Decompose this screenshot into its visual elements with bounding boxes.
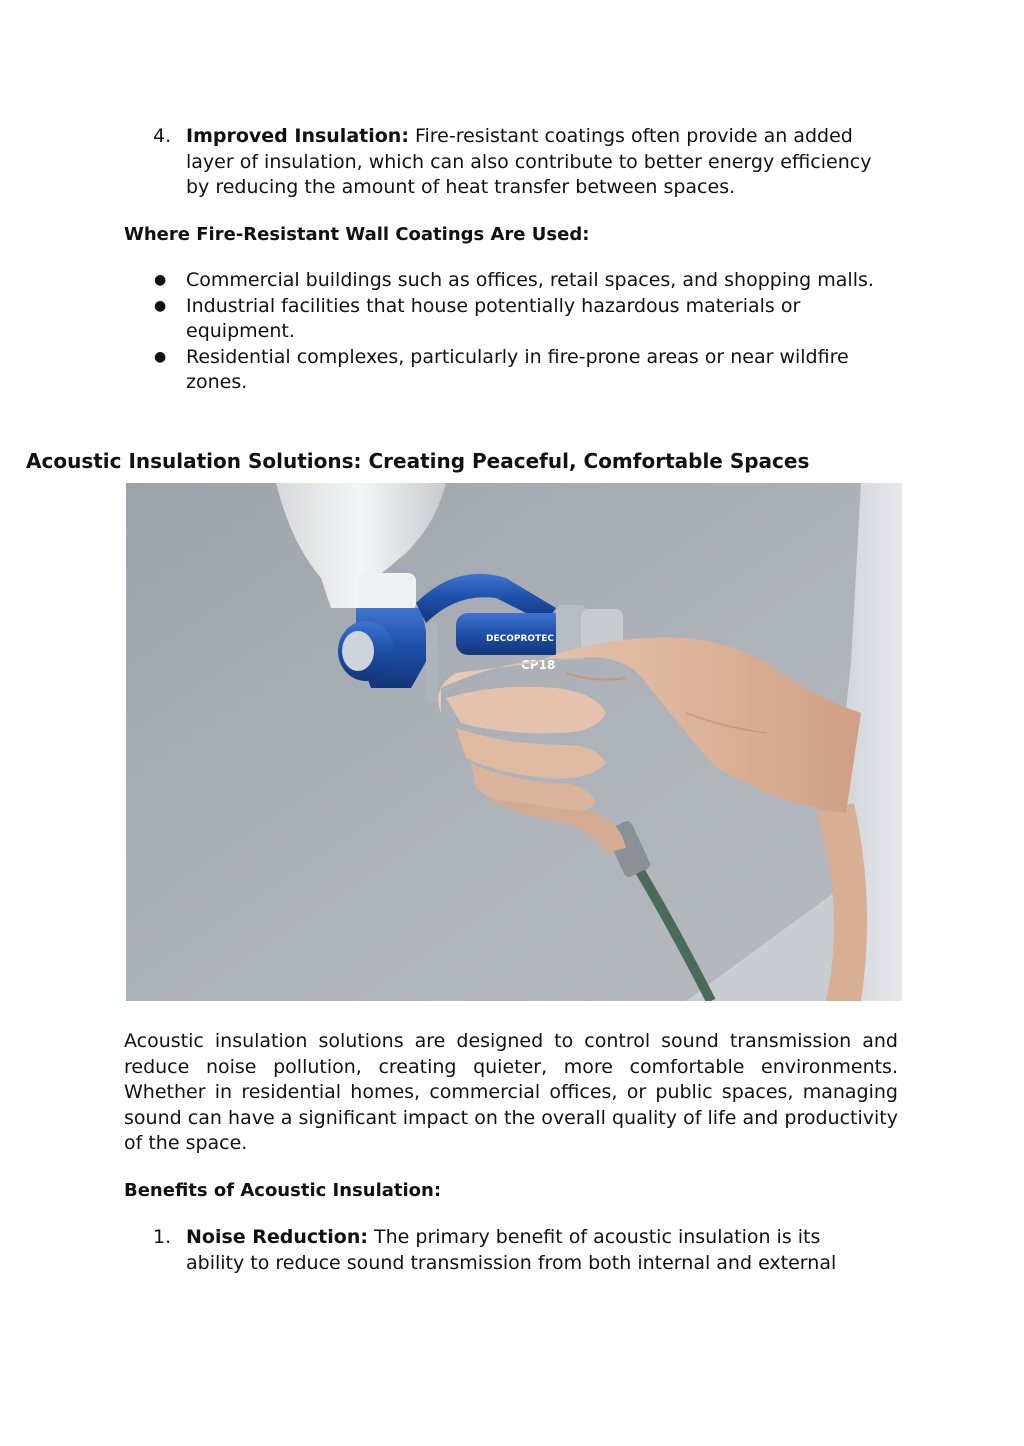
list-item-term: Improved Insulation: [186, 125, 409, 147]
list-item: ● Industrial facilities that house potentially hazardous materials or equipment. [154, 294, 801, 342]
where-used-list [124, 268, 894, 396]
list-item-term: Noise Reduction: [186, 1226, 368, 1248]
list-item-text: Residential complexes, particularly in fire-prone areas or near wildfire zones. [186, 345, 849, 393]
acoustic-intro-paragraph: Acoustic insulation solutions are designed to control sound transmission and reduce noise pollution, creating quieter, more comfortable environments. Whether in residential homes, commercial offices, or public spaces, managing sound can have a significant impact on the overall quality of life and productivity of the space. [124, 1030, 898, 1154]
list-item: ● Residential complexes, particularly in fire-prone areas or near wildfire zones. [154, 345, 849, 393]
list-item-text: Commercial buildings such as offices, retail spaces, and shopping malls. [186, 269, 874, 291]
list-item: ● Commercial buildings such as offices, retail spaces, and shopping malls. [154, 269, 874, 291]
list-item [124, 124, 884, 201]
fire-benefits-list-continued [124, 124, 884, 201]
list-item-text: The primary benefit of acoustic insulation is its ability to reduce sound transmission from both internal and external [186, 1226, 837, 1274]
list-item-text: Fire-resistant coatings often provide an added layer of insulation, which can also contribute to better energy efficiency by reducing the amount of heat transfer between spaces. [186, 125, 872, 198]
acoustic-benefits-list [124, 1225, 884, 1276]
gun-model-label: CP18 [521, 658, 556, 672]
list-number: 4. [153, 125, 172, 147]
gun-brand-label: DECOPROTEC [486, 634, 554, 644]
acoustic-section-title: Acoustic Insulation Solutions: Creating Peaceful, Comfortable Spaces [26, 449, 810, 473]
list-number: 1. [153, 1226, 172, 1248]
list-item [124, 1225, 884, 1276]
acoustic-benefits-heading: Benefits of Acoustic Insulation: [124, 1180, 442, 1201]
spray-gun-photo [126, 483, 902, 1001]
list-item-text: Industrial facilities that house potentially hazardous materials or equipment. [186, 294, 801, 342]
where-used-heading: Where Fire-Resistant Wall Coatings Are Used: [124, 224, 590, 245]
